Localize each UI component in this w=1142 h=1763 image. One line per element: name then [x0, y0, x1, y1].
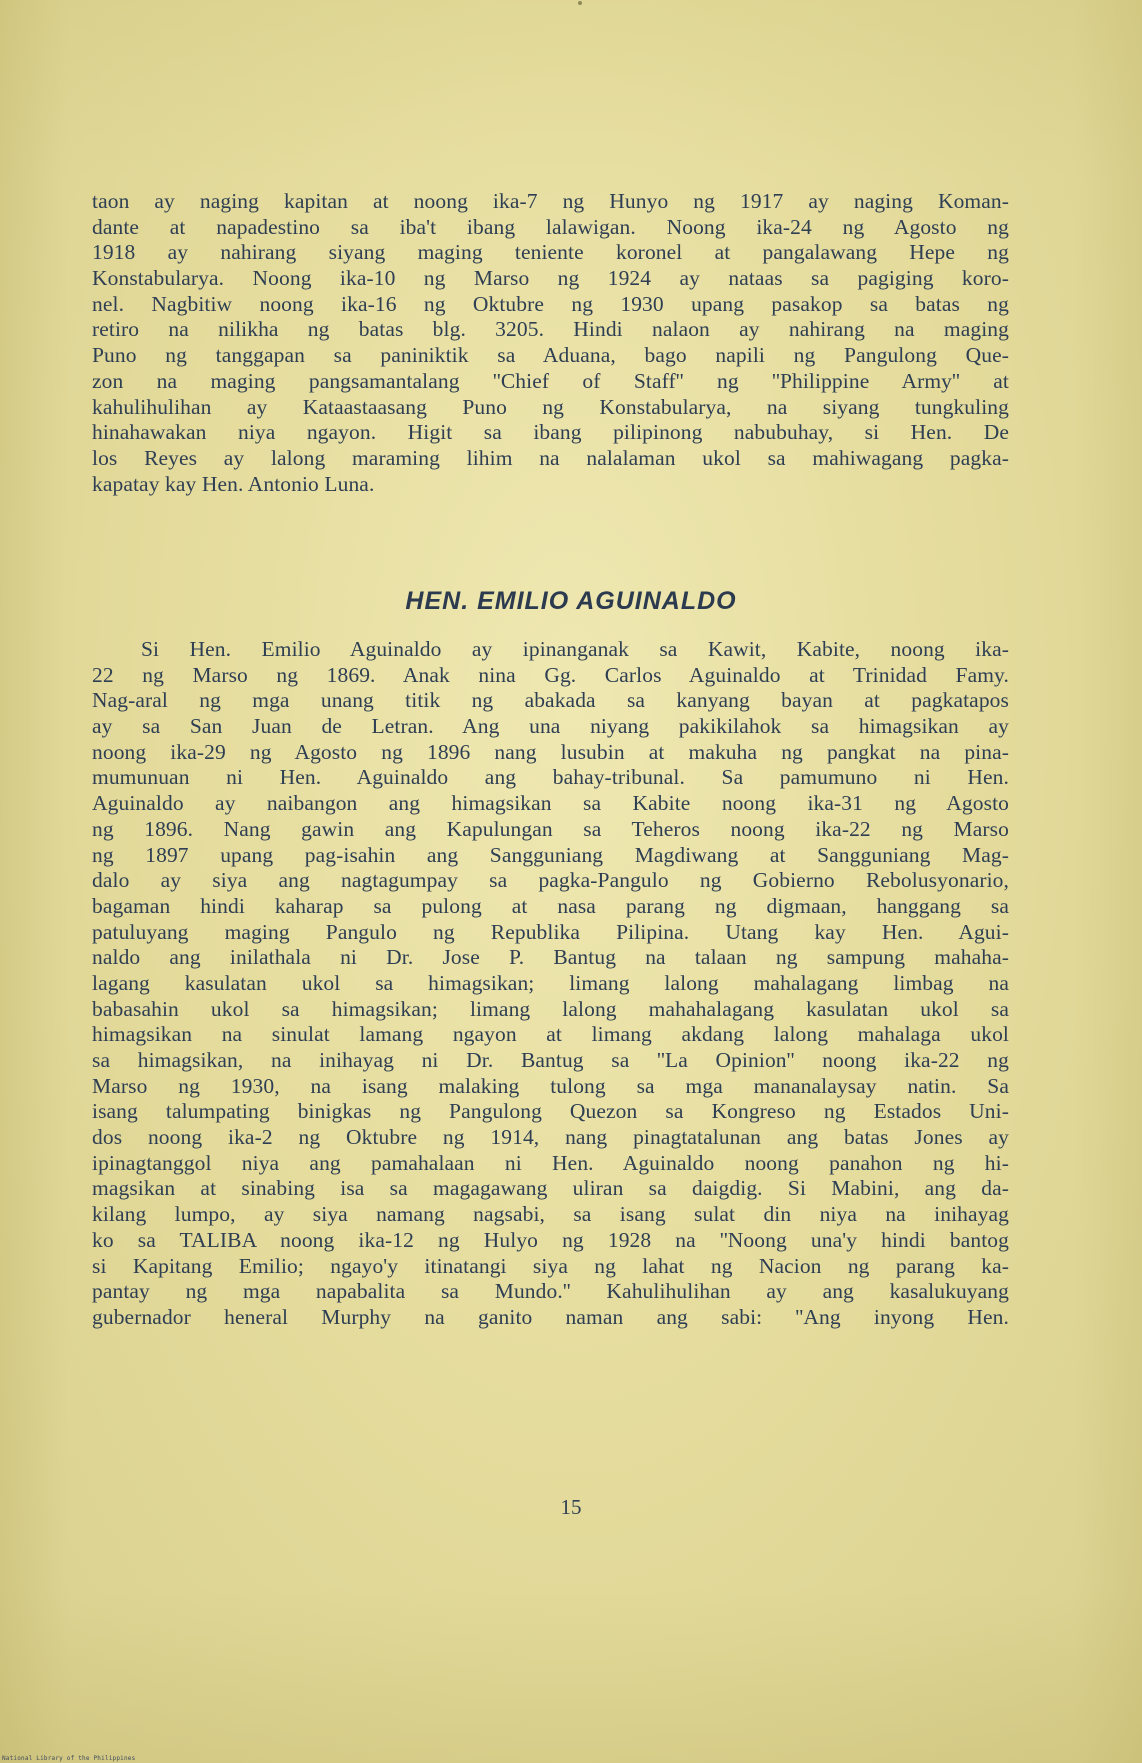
text-line: hinahawakan niya ngayon. Higit sa ibang pilipinong nabubuhay, si Hen. De [92, 420, 1009, 445]
text-line: Konstabularya. Noong ika-10 ng Marso ng 1924 ay nataas sa pagiging koro- [92, 266, 1009, 291]
paragraph-2 [92, 637, 1009, 1331]
text-line: ay sa San Juan de Letran. Ang una niyang pakikilahok sa himagsikan ay [92, 714, 1009, 739]
text-line: dos noong ika-2 ng Oktubre ng 1914, nang pinagtatalunan ang batas Jones ay [92, 1125, 1009, 1150]
text-line: 22 ng Marso ng 1869. Anak nina Gg. Carlos Aguinaldo at Trinidad Famy. [92, 662, 1009, 687]
text-line: himagsikan na sinulat lamang ngayon at limang akdang lalong mahalaga ukol [92, 1022, 1009, 1047]
text-line: isang talumpating binigkas ng Pangulong Quezon sa Kongreso ng Estados Uni- [92, 1099, 1009, 1124]
paragraph-1 [92, 189, 1009, 497]
text-line: bagaman hindi kaharap sa pulong at nasa parang ng digmaan, hanggang sa [92, 893, 1009, 918]
text-line: nel. Nagbitiw noong ika-16 ng Oktubre ng 1930 upang pasakop sa batas ng [92, 291, 1009, 316]
section-heading: HEN. EMILIO AGUINALDO [405, 587, 737, 615]
page-speck [578, 1, 582, 5]
page-number: 15 [560, 1495, 582, 1519]
text-line: kahulihulihan ay Kataastaasang Puno ng Konstabularya, na siyang tungkuling [92, 394, 1009, 419]
text-line: los Reyes ay lalong maraming lihim na nalalaman ukol sa mahiwagang pagka- [92, 445, 1009, 470]
text-line: retiro na nilikha ng batas blg. 3205. Hindi nalaon ay nahirang na maging [92, 317, 1009, 342]
text-line: Aguinaldo ay naibangon ang himagsikan sa Kabite noong ika-31 ng Agosto [92, 791, 1009, 816]
text-line: kapatay kay Hen. Antonio Luna. [92, 471, 375, 496]
text-line: magsikan at sinabing isa sa magagawang uliran sa daigdig. Si Mabini, ang da- [92, 1176, 1009, 1201]
library-watermark: National Library of the Philippines [2, 1755, 136, 1762]
text-line: taon ay naging kapitan at noong ika-7 ng Hunyo ng 1917 ay naging Koman- [92, 189, 1009, 213]
text-line: naldo ang inilathala ni Dr. Jose P. Bantug na talaan ng sampung mahaha- [92, 945, 1009, 970]
text-line: 1918 ay nahirang siyang maging teniente koronel at pangalawang Hepe ng [92, 240, 1009, 265]
text-line: si Kapitang Emilio; ngayo'y itinatangi siya ng lahat ng Nacion ng parang ka- [92, 1253, 1009, 1278]
text-line: noong ika-29 ng Agosto ng 1896 nang lusubin at makuha ng pangkat na pina- [92, 739, 1009, 764]
text-line: babasahin ukol sa himagsikan; limang lalong mahahalagang kasulatan ukol sa [92, 996, 1009, 1021]
text-line: dalo ay siya ang nagtagumpay sa pagka-Pangulo ng Gobierno Rebolusyonario, [92, 868, 1009, 893]
text-line: ipinagtanggol niya ang pamahalaan ni Hen. Aguinaldo noong panahon ng hi- [92, 1150, 1009, 1175]
text-line: ng 1897 upang pag-isahin ang Sangguniang Magdiwang at Sangguniang Mag- [92, 842, 1009, 867]
text-line: zon na maging pangsamantalang ''Chief of Staff'' ng ''Philippine Army'' at [92, 368, 1009, 393]
text-line: ko sa TALIBA noong ika-12 ng Hulyo ng 1928 na ''Noong una'y hindi bantog [92, 1227, 1009, 1252]
text-line: pantay ng mga napabalita sa Mundo.'' Kahulihulihan ay ang kasalukuyang [92, 1279, 1009, 1304]
text-line: kilang lumpo, ay siya namang nagsabi, sa isang sulat din niya na inihayag [92, 1202, 1009, 1227]
text-line: Marso ng 1930, na isang malaking tulong sa mga mananalaysay natin. Sa [92, 1073, 1009, 1098]
text-line: Nag-aral ng mga unang titik ng abakada sa kanyang bayan at pagkatapos [92, 688, 1009, 713]
text-line: dante at napadestino sa iba't ibang lalawigan. Noong ika-24 ng Agosto ng [92, 214, 1009, 239]
text-line: patuluyang maging Pangulo ng Republika Pilipina. Utang kay Hen. Agui- [92, 919, 1009, 944]
text-line: ng 1896. Nang gawin ang Kapulungan sa Teheros noong ika-22 ng Marso [92, 816, 1009, 841]
text-line: lagang kasulatan ukol sa himagsikan; limang lalong mahalagang limbag na [92, 970, 1009, 995]
text-line: sa himagsikan, na inihayag ni Dr. Bantug sa ''La Opinion'' noong ika-22 ng [92, 1048, 1009, 1072]
text-line: Si Hen. Emilio Aguinaldo ay ipinanganak sa Kawit, Kabite, noong ika- [141, 637, 1009, 661]
text-line: mumunuan ni Hen. Aguinaldo ang bahay-tribunal. Sa pamumuno ni Hen. [92, 765, 1009, 790]
text-line: Puno ng tanggapan sa paniniktik sa Aduana, bago napili ng Pangulong Que- [92, 343, 1009, 368]
text-line: gubernador heneral Murphy na ganito naman ang sabi: ''Ang inyong Hen. [92, 1304, 1009, 1329]
